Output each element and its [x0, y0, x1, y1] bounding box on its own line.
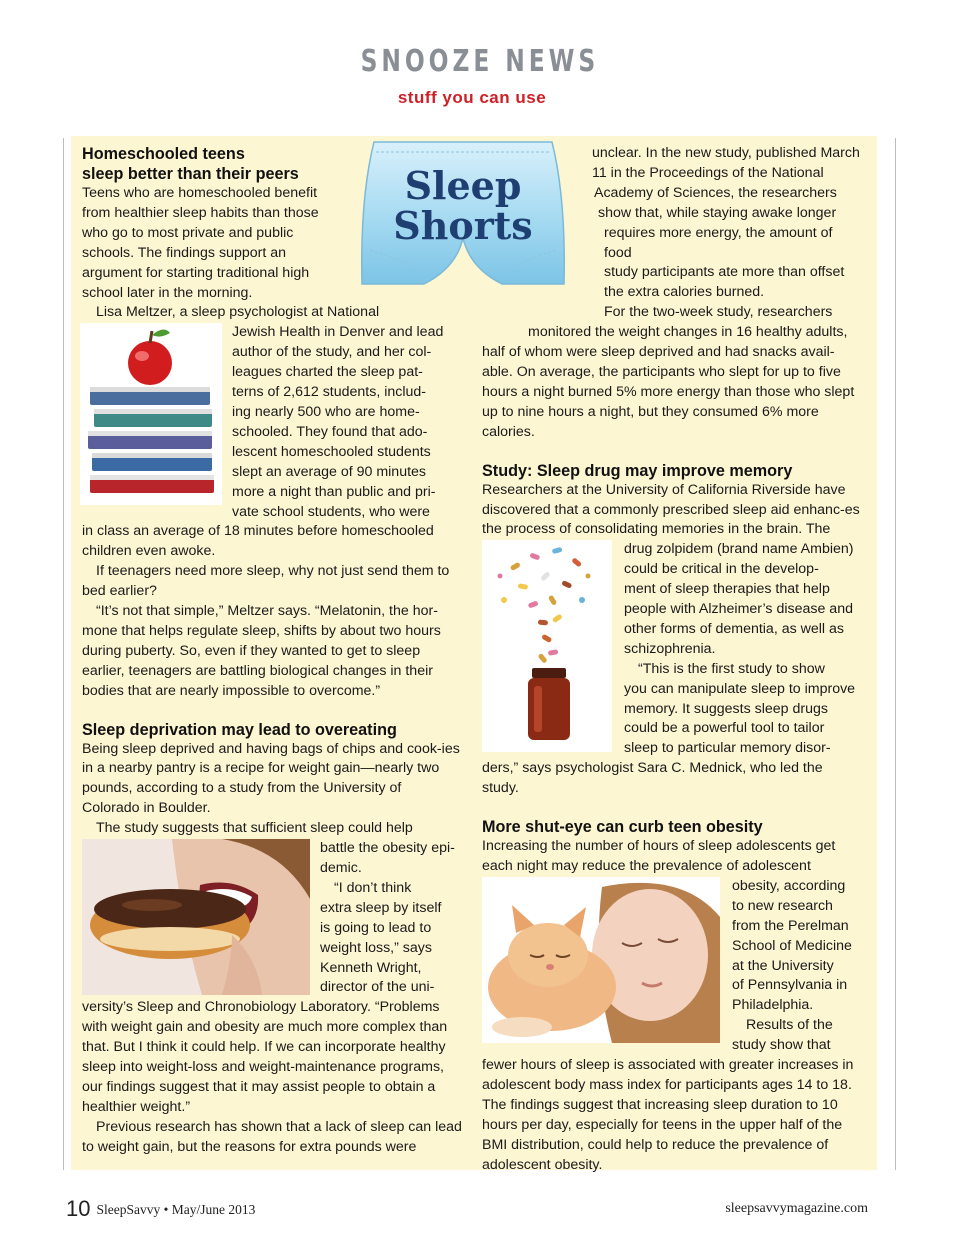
pill-bottle-image — [482, 540, 612, 752]
page-number: 10 — [66, 1196, 91, 1221]
text-line: schools. The findings support an — [82, 244, 287, 261]
article-headline: Study: Sleep drug may improve memory — [482, 461, 793, 480]
text-line: memory. It suggests sleep drugs — [624, 700, 828, 717]
text-line: lescent homeschooled students — [232, 443, 431, 460]
text-line: monitored the weight changes in 16 healthy adults, — [528, 324, 848, 341]
text-line: requires more energy, the amount of food — [604, 224, 833, 261]
text-para: ders,” says psychologist Sara C. Mednick, who led the study. — [482, 760, 823, 797]
article-headline: More shut-eye can curb teen obesity — [482, 818, 763, 837]
text-line: slept an average of 90 minutes — [232, 463, 427, 480]
text-para: Being sleep deprived and having bags of chips and cook-ies in a nearby pantry is a recipe for weight gain—nearly two pounds, according to a study from the University of Colorado in Boulder. — [82, 740, 460, 817]
girl-kitten-image — [482, 877, 720, 1043]
website-url[interactable]: sleepsavvymagazine.com — [725, 1201, 868, 1216]
text-para: in class an average of 18 minutes before homeschooled children even awoke. — [82, 523, 434, 560]
text-line: School of Medicine — [732, 937, 852, 954]
text-line: terns of 2,612 students, includ- — [232, 384, 427, 401]
text-line: battle the obesity epi- — [320, 840, 455, 857]
text-line: you can manipulate sleep to improve — [624, 680, 856, 697]
text-line: obesity, according — [732, 877, 846, 894]
text-line: show that, while staying awake longer — [598, 204, 837, 221]
right-rule — [895, 138, 896, 1170]
text-line: Jewish Health in Denver and lead — [232, 324, 444, 341]
article-body — [82, 740, 462, 1158]
article-headline: Homeschooled teens — [82, 145, 245, 163]
text-line: schooled. They found that ado- — [232, 423, 428, 440]
text-line: from the Perelman — [732, 917, 849, 934]
page-footer-left — [66, 1196, 255, 1222]
text-line: could be a powerful tool to tailor — [624, 720, 825, 737]
text-line: Results of the — [746, 1017, 833, 1034]
magazine-name: SleepSavvy — [96, 1202, 161, 1217]
text-para: Previous research has shown that a lack of sleep can lead to weight gain, but the reasons for extra pounds were — [82, 1118, 462, 1155]
text-line: Lisa Meltzer, a sleep psychologist at National — [96, 304, 380, 321]
books-apple-image — [80, 323, 222, 505]
text-line: vate school students, who were — [232, 503, 430, 520]
left-rule — [63, 138, 64, 1170]
text-line: more a night than public and pri- — [232, 483, 436, 500]
text-line: For the two-week study, researchers — [604, 304, 833, 321]
text-line: other forms of dementia, as well as — [624, 620, 845, 637]
article-headline: Sleep deprivation may lead to overeating — [82, 720, 397, 739]
text-line: from healthier sleep habits than those — [82, 204, 319, 221]
text-line: the extra calories burned. — [604, 284, 765, 301]
text-para: If teenagers need more sleep, why not just send them to bed earlier? — [82, 563, 450, 600]
text-line: demic. — [320, 860, 362, 876]
right-column — [482, 144, 862, 1176]
text-line: ing nearly 500 who are home- — [232, 403, 420, 420]
text-line: school later in the morning. — [82, 284, 253, 301]
text-line: drug zolpidem (brand name Ambien) — [624, 541, 854, 558]
text-line: The study suggests that sufficient sleep could help — [96, 820, 413, 837]
text-line: Philadelphia. — [732, 997, 814, 1014]
text-line: sleep to particular memory disor- — [624, 740, 831, 757]
badge-line1: Sleep — [404, 163, 522, 208]
article-body — [482, 837, 862, 1175]
text-line: study show that — [732, 1037, 831, 1054]
text-line: could be critical in the develop- — [624, 561, 819, 578]
text-para: versity’s Sleep and Chronobiology Laboratory. “Problems with weight gain and obesity are much more complex than that. But I think it could help. If we can incorporate healthy sleep into weight-loss and weight-maintenance programs, our findings suggest that it may assist people to obtain a healthier weight.” — [82, 999, 448, 1115]
text-line: study participants ate more than offset — [604, 264, 845, 281]
text-line: of Pennsylvania in — [732, 977, 848, 994]
badge-line2: Shorts — [393, 203, 533, 248]
text-line: who go to most private and public — [82, 224, 294, 241]
article-headline: sleep better than their peers — [82, 165, 299, 183]
section-tagline: stuff you can use — [397, 88, 547, 107]
article-body — [82, 184, 462, 702]
text-line: “I don’t think — [334, 879, 412, 896]
text-line: to new research — [732, 897, 833, 914]
text-para: Researchers at the University of California Riverside have discovered that a commonly prescribed sleep aid enhanc-es the process of consolidating memories in the brain. The — [482, 481, 860, 538]
text-line: argument for starting traditional high — [82, 264, 310, 281]
text-line: unclear. In the new study, published March — [592, 145, 860, 161]
text-line: Academy of Sciences, the researchers — [594, 184, 837, 201]
section-title: SNOOZE NEWS — [360, 44, 600, 79]
text-line: Teens who are homeschooled benefit — [82, 185, 318, 201]
text-line: weight loss,” says — [320, 939, 432, 956]
text-line: director of the uni- — [320, 979, 435, 996]
text-line: ment of sleep therapies that help — [624, 581, 830, 598]
text-line: extra sleep by itself — [320, 899, 442, 916]
article-body — [482, 481, 862, 800]
text-line: leagues charted the sleep pat- — [232, 364, 423, 381]
article-body — [482, 144, 862, 443]
text-line: is going to lead to — [320, 919, 432, 936]
text-line: people with Alzheimer’s disease and — [624, 601, 853, 618]
text-para: half of whom were sleep deprived and had snacks avail-able. On average, the participants who slept for up to five hours a night burned 5% more energy than those who slept up to nine hours a night, but they consumed 6% more calories. — [482, 344, 855, 440]
text-line: at the University — [732, 957, 834, 974]
text-para: Increasing the number of hours of sleep adolescents get each night may reduce the prevalence of adolescent — [482, 838, 836, 874]
text-line: Kenneth Wright, — [320, 959, 422, 976]
text-line: schizophrenia. — [624, 640, 716, 657]
text-line: author of the study, and her col- — [232, 344, 432, 361]
left-column — [82, 144, 462, 1158]
section-header — [0, 44, 960, 107]
text-para: “It’s not that simple,” Meltzer says. “Melatonin, the hor-mone that helps regulate sleep, shifts by about two hours during puberty. So, even if they wanted to get to sleep earlier, teenagers are battling biological changes in their bodies that are nearly impossible to overcome.” — [82, 603, 441, 699]
text-para: fewer hours of sleep is associated with greater increases in adolescent body mass index for participants ages 14 to 18. The findings suggest that increasing sleep duration to 10 hours per day, especially for teens in the upper half of the BMI distribution, could help to reduce the prevalence of adolescent obesity. — [482, 1057, 854, 1173]
text-line: “This is the first study to show — [638, 660, 825, 677]
text-line: 11 in the Proceedings of the National — [592, 164, 824, 181]
eating-pastry-image — [82, 839, 310, 995]
issue-date: • May/June 2013 — [163, 1202, 256, 1217]
